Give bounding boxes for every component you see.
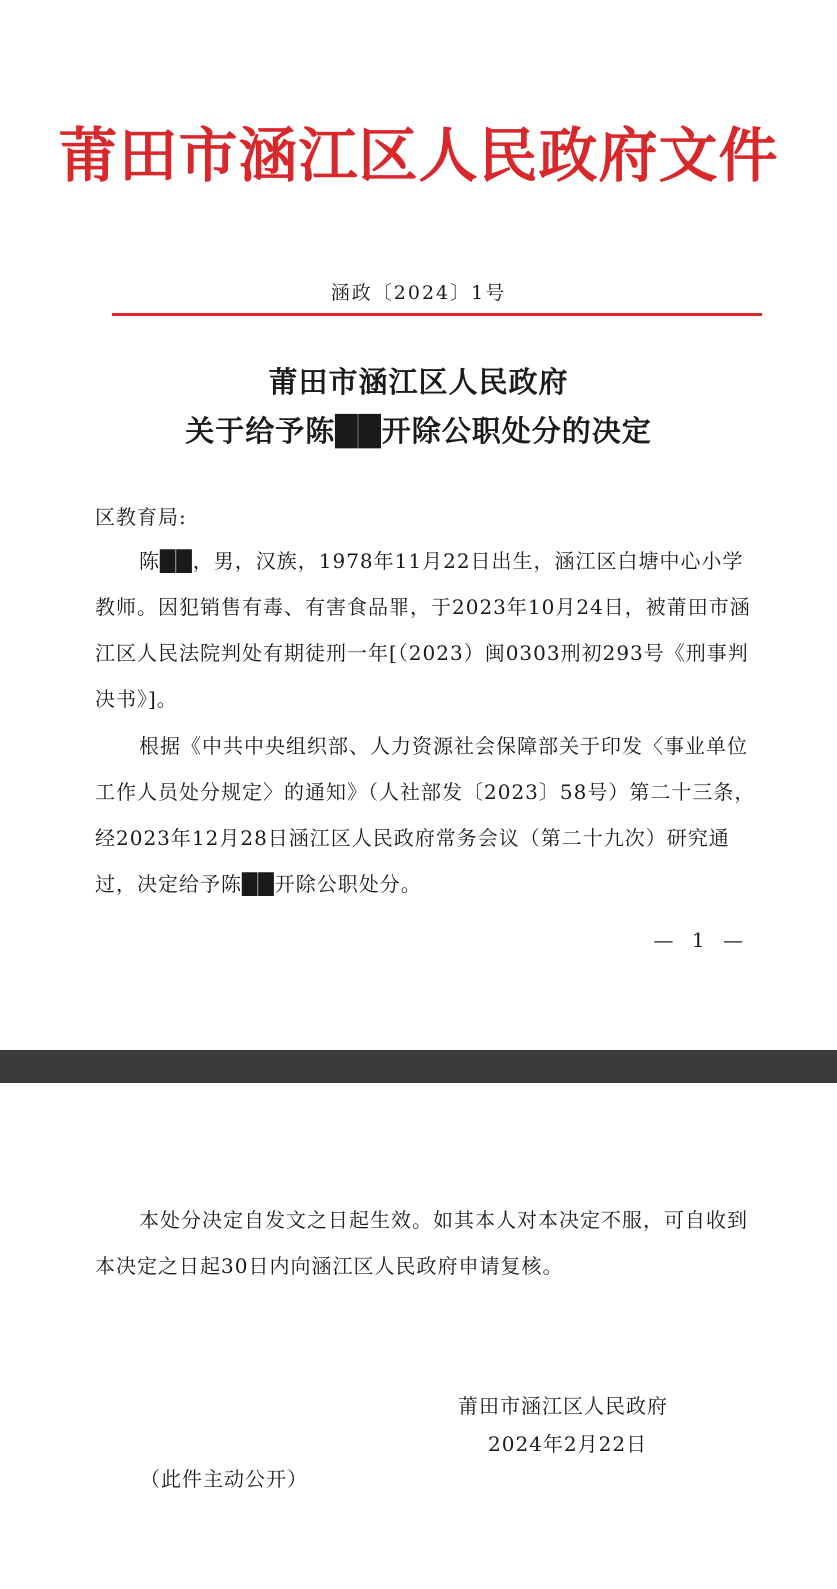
red-divider-rule [112, 313, 762, 316]
document-number: 涵政〔2024〕1号 [330, 282, 507, 304]
page-number: — 1 — [653, 928, 749, 952]
public-disclosure-note: （此件主动公开） [140, 1467, 308, 1491]
signature-org-text: 莆田市涵江区人民政府 [458, 1394, 668, 1418]
page-separator [0, 1050, 837, 1083]
signature-date-text: 2024年2月22日 [488, 1432, 648, 1456]
document-title-line-2: 关于给予陈██开除公职处分的决定 [185, 414, 652, 448]
addressee: 区教育局: [95, 505, 187, 529]
document-masthead: 莆田市涵江区人民政府文件 [58, 121, 779, 190]
document-title-line-1: 莆田市涵江区人民政府 [268, 365, 569, 399]
paragraph-effective: 本处分决定自发文之日起生效。如其本人对本决定不服，可自收到本决定之日起30日内向涵江区人民政府申请复核。 [95, 1208, 748, 1278]
paragraph-decision: 根据《中共中央组织部、人力资源社会保障部关于印发〈事业单位工作人员处分规定〉的通知》（人社部发〔2023〕58号）第二十三条，经2023年12月28日涵江区人民政府常务会议（第二十九次）研究通过，决定给予陈██开除公职处分。 [95, 734, 756, 896]
paragraph-facts: 陈██，男，汉族，1978年11月22日出生，涵江区白塘中心小学教师。因犯销售有毒、有害食品罪，于2023年10月24日，被莆田市涵江区人民法院判处有期徒刑一年[（2023）闽0303刑初293号《刑事判决书》]。 [95, 549, 751, 711]
document-page-2 [0, 1083, 837, 1589]
